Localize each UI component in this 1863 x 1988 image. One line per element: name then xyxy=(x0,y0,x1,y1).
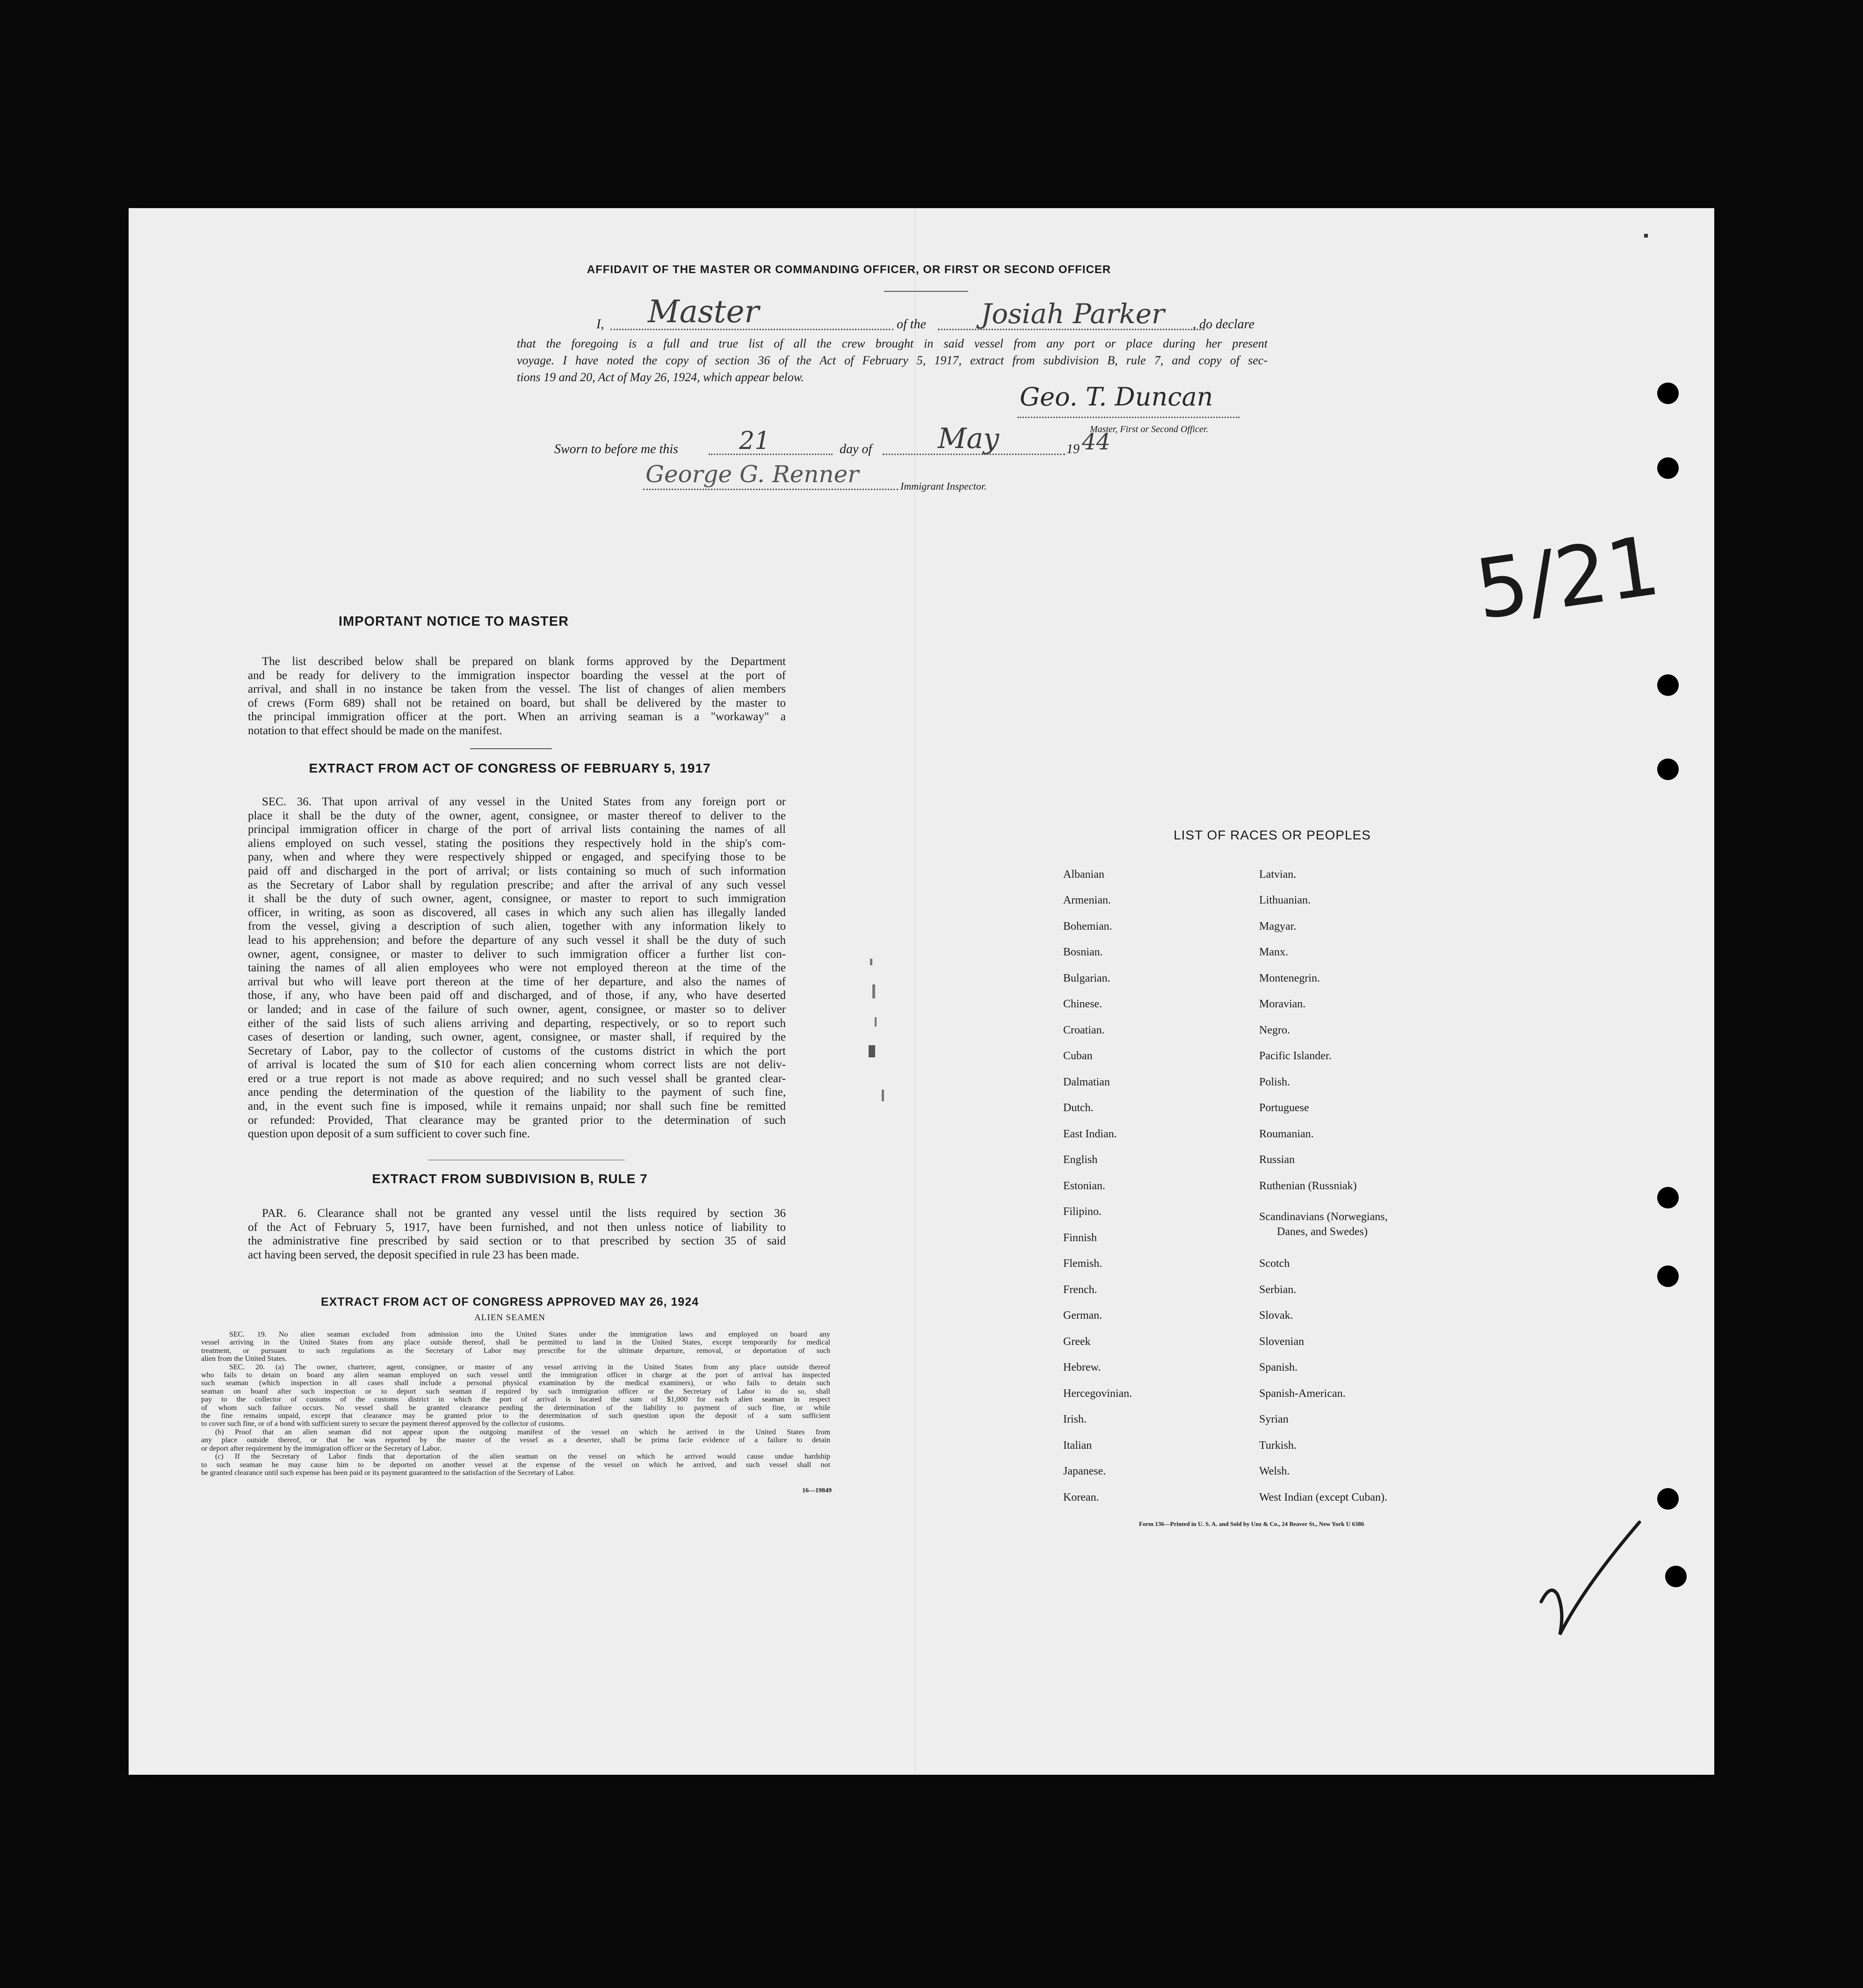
race-item: Slovenian xyxy=(1259,1336,1304,1348)
margin-date-note: 5/21 xyxy=(1470,518,1666,638)
race-item: English xyxy=(1063,1154,1098,1166)
affidavit-title: AFFIDAVIT OF THE MASTER OR COMMANDING OFFICER, OR FIRST OR SECOND OFFICER xyxy=(587,263,1111,276)
section-36-line: pany, when and where they were respectively shipped or engaged, and specifying those to be xyxy=(248,851,786,864)
form-code: 16—19849 xyxy=(802,1487,832,1494)
punch-hole xyxy=(1657,674,1679,696)
race-item: Spanish-American. xyxy=(1259,1388,1346,1400)
race-item: Turkish. xyxy=(1259,1439,1297,1452)
race-item: Danes, and Swedes) xyxy=(1277,1226,1368,1238)
section-36-line: from the vessel, giving a description of such alien, together with any information likely to xyxy=(248,920,786,933)
seamen-line: vessel arriving in the United States from any place outside thereof, shall be permitted to land in the United States, except temporarily for medical xyxy=(201,1338,830,1347)
section-36-line: arrival but who will leave port thereon at the time of her departure, and also the names of xyxy=(248,975,786,988)
extract-1917-title: EXTRACT FROM ACT OF CONGRESS OF FEBRUARY 5, 1917 xyxy=(309,761,711,775)
seamen-line: SEC. 19. No alien seaman excluded from admission into the United States under the immigration laws and employed on board any xyxy=(229,1330,830,1338)
race-item: Irish. xyxy=(1063,1413,1087,1425)
race-item: Pacific Islander. xyxy=(1259,1050,1332,1062)
of-the-label: of the xyxy=(897,317,926,332)
scan-speck xyxy=(1644,234,1648,238)
affidavit-body-line: tions 19 and 20, Act of May 26, 1924, which appear below. xyxy=(517,370,804,384)
race-item: Serbian. xyxy=(1259,1284,1297,1296)
section-36-line: question upon deposit of a sum sufficient to cover such fine. xyxy=(248,1128,530,1141)
day-dotline xyxy=(709,454,833,455)
scan-speck xyxy=(875,1017,877,1027)
section-36-line: of arrival is located the sum of $10 for each alien concerning whom correct lists are not deliv- xyxy=(248,1058,786,1071)
year-handwritten: 44 xyxy=(1082,429,1111,455)
notice-text xyxy=(248,655,786,738)
punch-hole xyxy=(1657,383,1679,404)
rule7-line: the administrative fine prescribed by said section or to that prescribed by section 35 of said xyxy=(248,1235,786,1248)
rank-handwritten: Master xyxy=(648,294,759,330)
seamen-line: be granted clearance until such expense has been paid or its payment guaranteed to the satisfaction of the Secretary of Labor. xyxy=(201,1468,575,1477)
seamen-line: alien from the United States. xyxy=(201,1355,287,1363)
section-36-line: principal immigration officer in charge of the port of arrival lists containing the names of all xyxy=(248,823,786,836)
race-item: Manx. xyxy=(1259,946,1288,958)
race-item: Hercegovinian. xyxy=(1063,1388,1132,1400)
section-36-line: ered or a true report is not made as above required; and no such vessel shall be granted clear- xyxy=(248,1072,786,1085)
section-36-line: paid off and discharged in the port of arrival; or lists containing so much of such information xyxy=(248,864,786,877)
extract-1924-text xyxy=(201,1330,830,1477)
seamen-line: who fails to detain on board any alien seaman employed on such vessel until the immigration officer in charge at the port of arrival has inspected xyxy=(201,1371,830,1380)
printer-footer: Form 136—Printed in U. S. A. and Sold by Unz & Co., 24 Beaver St., New York U 6386 xyxy=(1139,1520,1364,1527)
race-item: Korean. xyxy=(1063,1491,1099,1504)
race-item: German. xyxy=(1063,1309,1102,1322)
race-item: Armenian. xyxy=(1063,894,1111,906)
scan-speck xyxy=(869,1045,875,1057)
center-fold xyxy=(914,208,916,1775)
notice-line: The list described below shall be prepared on blank forms approved by the Department xyxy=(262,655,786,668)
affidavit-body xyxy=(517,335,1268,386)
extract-1917-text xyxy=(248,795,786,1141)
race-item: French. xyxy=(1063,1284,1097,1296)
section-36-line: lead to his apprehension; and before the departure of any such vessel it shall be the duty of such xyxy=(248,933,786,947)
race-item: Latvian. xyxy=(1259,868,1297,881)
section-36-line: those, if any, who have been paid off and discharged, and of those, if any, who have deserted xyxy=(248,989,786,1002)
affidavit-body-line: that the foregoing is a full and true list of all the crew brought in said vessel from any port or place during her present xyxy=(517,337,1268,350)
race-item: Flemish. xyxy=(1063,1258,1102,1270)
scan-speck xyxy=(870,959,872,965)
race-item: Chinese. xyxy=(1063,998,1102,1010)
section-36-line: owner, agent, consignee, or master to deliver to such immigration officer a further list con- xyxy=(248,947,786,961)
notice-line: the principal immigration officer at the port. When an arriving seaman is a "workaway" a xyxy=(248,710,786,723)
affidavit-body-line: voyage. I have noted the copy of section 36 of the Act of February 5, 1917, extract from subdivision B, rule 7, and copy of sec- xyxy=(517,354,1268,367)
check-mark-icon xyxy=(1532,1513,1653,1653)
year-prefix: 19 xyxy=(1066,442,1080,456)
race-item: Russian xyxy=(1259,1154,1295,1166)
scan-speck xyxy=(872,984,875,998)
race-item: Negro. xyxy=(1259,1024,1290,1036)
section-36-line: taining the names of all alien employees who were not employed thereon at the time of the xyxy=(248,961,786,975)
notice-line: notation to that effect should be made on the manifest. xyxy=(248,724,502,737)
race-item: Dutch. xyxy=(1063,1102,1094,1114)
race-item: Welsh. xyxy=(1259,1465,1290,1477)
race-item: Croatian. xyxy=(1063,1024,1105,1036)
section-36-line: Secretary of Labor, pay to the collector of customs of the customs district in which the port xyxy=(248,1044,786,1057)
section-36-line: or refunded: Provided, That clearance may be granted prior to the determination of such xyxy=(248,1113,786,1127)
sworn-label: Sworn to before me this xyxy=(554,442,678,456)
section-36-line: or landed; and in case of the failure of such owner, agent, consignee, or master so to deliver xyxy=(248,1003,786,1016)
day-handwritten: 21 xyxy=(739,427,770,455)
section-36-line: cases of desertion or landing, such owner, agent, consignee, or master shall, if required by the xyxy=(248,1031,786,1044)
race-item: Bohemian. xyxy=(1063,920,1112,933)
section-36-line: and, in the event such fine is imposed, while it remains unpaid; nor shall such fine be remitted xyxy=(248,1100,786,1113)
affidavit-i-label: I, xyxy=(596,317,604,332)
seamen-line: the fine remains unpaid, except that clearance may be granted prior to the determination of such question upon the deposit of a sum sufficient xyxy=(201,1412,830,1420)
seamen-line: to cover such fine, or of a bond with sufficient surety to secure the payment thereof approved by the collector of customs. xyxy=(201,1420,565,1428)
day-of-label: day of xyxy=(840,442,872,456)
race-item: Scotch xyxy=(1259,1258,1290,1270)
punch-hole xyxy=(1665,1566,1687,1587)
master-caption: Master, First or Second Officer. xyxy=(1090,424,1209,434)
document-page xyxy=(129,208,1714,1775)
race-item: Japanese. xyxy=(1063,1465,1106,1477)
race-item: Ruthenian (Russniak) xyxy=(1259,1180,1357,1192)
rule7-line: of the Act of February 5, 1917, have been furnished, and not then unless notice of liability to xyxy=(248,1221,786,1234)
section-36-line: SEC. 36. That upon arrival of any vessel in the United States from any foreign port or xyxy=(262,795,786,808)
race-item: Roumanian. xyxy=(1259,1128,1314,1140)
seamen-line: to such seaman he may cause him to be deported on another vessel at the expense of the vessel on which he arrived, and such vessel shall not xyxy=(201,1460,830,1469)
rule7-line: PAR. 6. Clearance shall not be granted any vessel until the lists required by section 36 xyxy=(262,1207,786,1220)
notice-line: arrival, and shall in no instance be taken from the vessel. The list of changes of alien members xyxy=(248,683,786,696)
section-36-line: as the Secretary of Labor shall by regulation prescribe; and after the arrival of any such vessel xyxy=(248,878,786,891)
seamen-line: any place outside thereof, or that he was reported by the master of the vessel as a deserter, shall be prima facie evidence of a failure to detain xyxy=(201,1436,830,1445)
signature-dotline xyxy=(1017,417,1240,418)
section-36-line: aliens employed on such vessel, stating the positions they respectively hold in the ship's com- xyxy=(248,837,786,850)
rule7-line: act having been served, the deposit specified in rule 23 has been made. xyxy=(248,1248,580,1261)
race-item: Syrian xyxy=(1259,1413,1289,1425)
punch-hole xyxy=(1657,1488,1679,1510)
race-item: Italian xyxy=(1063,1439,1092,1452)
race-item: Dalmatian xyxy=(1063,1076,1110,1088)
section-36-line: either of the said lists of such aliens arriving and departing, respectively, or so to report such xyxy=(248,1017,786,1030)
do-declare-label: , do declare xyxy=(1193,317,1254,332)
race-item: Finnish xyxy=(1063,1232,1097,1244)
section-36-line: ance pending the determination of the question of the liability to the payment of such fine, xyxy=(248,1086,786,1099)
race-item: Spanish. xyxy=(1259,1361,1298,1374)
notice-line: of crews (Form 689) shall not be retained on board, but shall be delivered by the master to xyxy=(248,696,786,709)
master-signature: Geo. T. Duncan xyxy=(1020,382,1213,412)
race-item: Bulgarian. xyxy=(1063,972,1110,984)
notice-line: and be ready for delivery to the immigration inspector boarding the vessel at the port of xyxy=(248,669,786,682)
race-item: Magyar. xyxy=(1259,920,1297,933)
affidavit-title-rule xyxy=(884,291,968,292)
race-item: Moravian. xyxy=(1259,998,1306,1010)
seamen-line: or deport after requirement by the immigration officer or the Secretary of Labor. xyxy=(201,1444,442,1453)
seamen-line: (c) If the Secretary of Labor finds that deportation of the alien seaman on the vessel on which he arrived would cause undue hardship xyxy=(215,1453,830,1461)
notice-rule xyxy=(470,748,552,749)
race-item: Bosnian. xyxy=(1063,946,1103,958)
race-item: Lithuanian. xyxy=(1259,894,1311,906)
races-title: LIST OF RACES OR PEOPLES xyxy=(1174,828,1371,842)
section-36-line: officer, in writing, as soon as discovered, all cases in which any such alien has illegally landed xyxy=(248,906,786,919)
section-36-line: place it shall be the duty of the owner, agent, consignee, or master thereof to deliver to the xyxy=(248,809,786,822)
race-item: Estonian. xyxy=(1063,1180,1105,1192)
rule7-title: EXTRACT FROM SUBDIVISION B, RULE 7 xyxy=(372,1171,648,1186)
race-item: Slovak. xyxy=(1259,1309,1293,1322)
notice-title: IMPORTANT NOTICE TO MASTER xyxy=(338,614,569,629)
seamen-line: pay to the collector of customs of the customs district in which the port of arrival is located the sum of $1,000 for each alien seaman in respect xyxy=(201,1395,830,1404)
race-item: Cuban xyxy=(1063,1050,1093,1062)
seamen-line: such seaman (which inspection in all cases shall include a personal physical examination by the medical examiners), or who fails to detain such xyxy=(201,1379,830,1388)
seamen-line: of whom such failure occurs. No vessel shall be granted clearance pending the determination of the liability to payment of such fine, or while xyxy=(201,1403,830,1412)
scan-speck xyxy=(882,1090,884,1101)
punch-hole xyxy=(1657,1187,1679,1208)
extract-1924-title: EXTRACT FROM ACT OF CONGRESS APPROVED MAY 26, 1924 xyxy=(320,1295,699,1308)
inspector-caption: Immigrant Inspector. xyxy=(900,480,987,492)
section-36-line: it shall be the duty of such owner, agent, consignee, or master to report to such immigration xyxy=(248,892,786,905)
month-handwritten: May xyxy=(938,422,1000,455)
vessel-handwritten: Josiah Parker xyxy=(981,298,1165,330)
punch-hole xyxy=(1657,1265,1679,1287)
race-item: Polish. xyxy=(1259,1076,1290,1088)
race-item: Albanian xyxy=(1063,868,1104,881)
race-item: Greek xyxy=(1063,1336,1091,1348)
seamen-line: seaman on board after such inspection or to deport such seaman if required by such immigration officer or the Secretary of Labor to do so, shall xyxy=(201,1387,830,1395)
punch-hole xyxy=(1657,759,1679,780)
race-item: Portuguese xyxy=(1259,1102,1309,1114)
inspector-signature: George G. Renner xyxy=(645,461,859,488)
race-item: Scandinavians (Norwegians, xyxy=(1259,1211,1388,1223)
seamen-line: treatment, or pursuant to such regulations as the Secretary of Labor may prescribe for the ultimate departure, removal, or deportation of such xyxy=(201,1346,830,1355)
inspector-dotline xyxy=(643,489,898,490)
seamen-line: SEC. 20. (a) The owner, charterer, agent, consignee, or master of any vessel arriving in the United States from any place outside thereof xyxy=(229,1363,830,1371)
race-item: Hebrew. xyxy=(1063,1361,1101,1374)
race-item: West Indian (except Cuban). xyxy=(1259,1491,1387,1504)
punch-hole xyxy=(1657,457,1679,479)
seamen-line: (b) Proof that an alien seaman did not appear upon the outgoing manifest of the vessel on which he arrived in the United States from xyxy=(215,1428,830,1436)
race-item: East Indian. xyxy=(1063,1128,1117,1140)
alien-seamen-subtitle: ALIEN SEAMEN xyxy=(474,1313,545,1323)
race-item: Filipino. xyxy=(1063,1206,1102,1218)
race-item: Montenegrin. xyxy=(1259,972,1320,984)
rule7-text xyxy=(248,1207,786,1262)
